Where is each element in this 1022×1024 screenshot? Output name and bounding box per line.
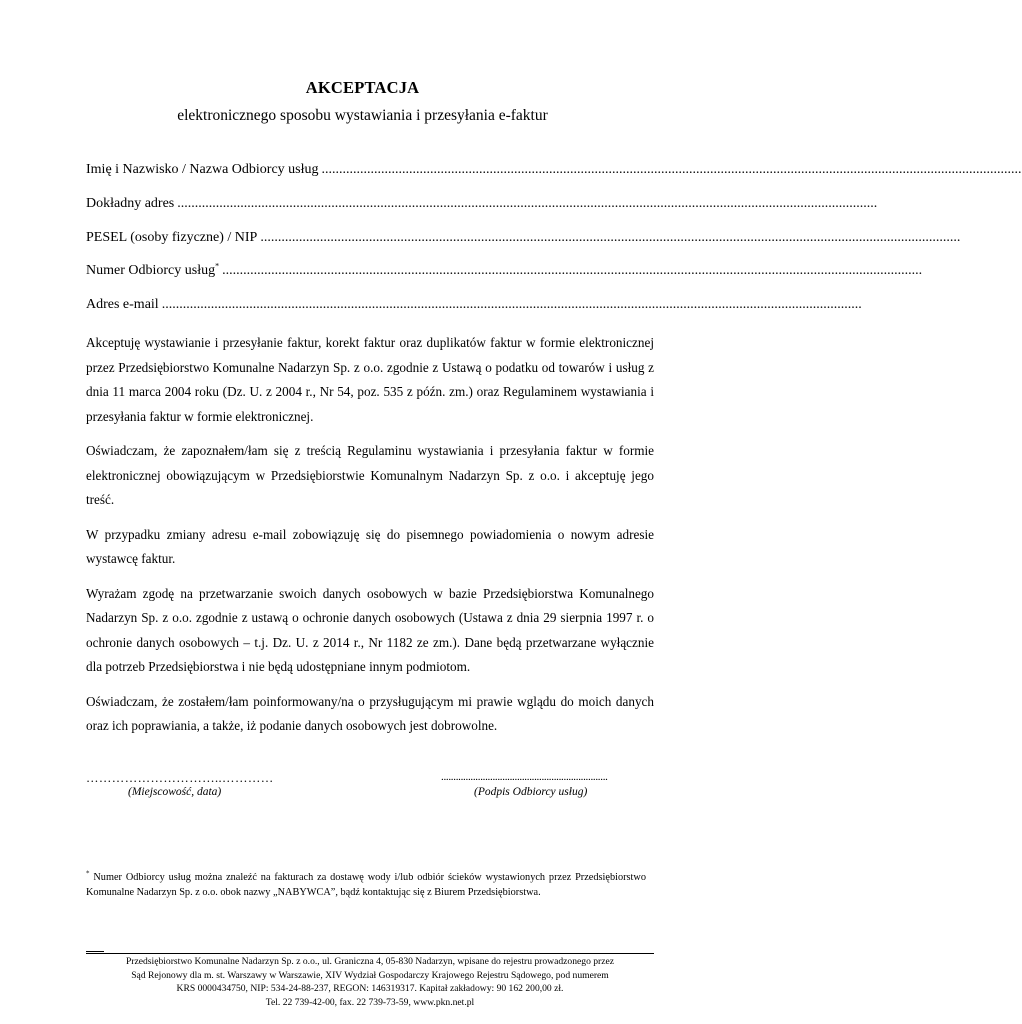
signature-line[interactable]: .................................................................... <box>441 771 608 783</box>
field-email[interactable] <box>86 297 862 313</box>
field-customer-number-dotted-line[interactable]: ........................................................................................................................................................................................................ <box>222 263 923 278</box>
document-subtitle: elektronicznego sposobu wystawiania i przesyłania e-faktur <box>177 107 548 124</box>
company-footer <box>86 955 654 1009</box>
paragraph-email-change: W przypadku zmiany adresu e-mail zobowiązuję się do pisemnego powiadomienia o nowym adresie wystawcę faktur. <box>86 526 654 566</box>
field-email-label: Adres e-mail <box>86 297 159 312</box>
paragraph-data-consent: Wyrażam zgodę na przetwarzanie swoich danych osobowych w bazie Przedsiębiorstwa Komunalnego Nadarzyn Sp. z o.o. zgodnie z ustawą o ochronie danych osobowych (Ustawa z dnia 29 sierpnia 1997 r. o ochronie danych osobowych – t.j. Dz. U. z 2014 r., Nr 1182 ze zm.). Dane będą przetwarzane wyłącznie dla potrzeb Przedsiębiorstwa i nie będą udostępniane innym podmiotom. <box>86 585 654 674</box>
footnote <box>86 870 646 900</box>
field-customer-number[interactable] <box>86 261 923 279</box>
footer-rule-accent <box>86 951 104 952</box>
document-title: AKCEPTACJA <box>305 78 420 97</box>
field-pesel-nip-dotted-line[interactable]: ........................................................................................................................................................................................................ <box>260 230 961 245</box>
field-pesel-nip[interactable] <box>86 230 961 246</box>
field-name-dotted-line[interactable]: ........................................................................................................................................................................................................ <box>321 162 1022 177</box>
place-date-line[interactable]: …………………………..………… <box>86 771 274 785</box>
paragraph-acceptance: Akceptuję wystawianie i przesyłanie faktur, korekt faktur oraz duplikatów faktur w formie elektronicznej przez Przedsiębiorstwo Komunalne Nadarzyn Sp. z o.o. zgodnie z Ustawą o podatku od towarów i usług z dnia 11 marca 2004 roku (Dz. U. z 2004 r., Nr 54, poz. 535 z późn. zm.) oraz Regulaminem wystawiania i przesyłania faktur w formie elektronicznej. <box>86 335 654 424</box>
footnote-marker: * <box>86 869 90 878</box>
footnote-text: Numer Odbiorcy usług można znaleźć na fakturach za dostawę wody i/lub odbiór ścieków wystawionych przez Przedsiębiorstwo Komunalne Nadarzyn Sp. z o.o. obok nazwy „NABYWCA”, bądź kontaktując się z Biurem Przedsiębiorstwa. <box>86 872 646 898</box>
field-email-dotted-line[interactable]: ........................................................................................................................................................................................................ <box>161 297 862 312</box>
company-footer-line: KRS 0000434750, NIP: 534-24-88-237, REGON: 146319317. Kapitał zakładowy: 90 162 200,00 zł. <box>176 983 564 994</box>
field-address-dotted-line[interactable]: ........................................................................................................................................................................................................ <box>177 196 878 211</box>
field-pesel-nip-label: PESEL (osoby fizyczne) / NIP <box>86 230 258 245</box>
field-name-label: Imię i Nazwisko / Nazwa Odbiorcy usług <box>86 162 319 177</box>
footnote-marker: * <box>215 261 220 271</box>
paragraph-regulation: Oświadczam, że zapoznałem/łam się z treścią Regulaminu wystawiania i przesyłania faktur w formie elektronicznej obowiązującym w Przedsiębiorstwie Komunalnym Nadarzyn Sp. z o.o. i akceptuję jego treść. <box>86 443 654 507</box>
declaration-body <box>86 331 654 749</box>
field-address-label: Dokładny adres <box>86 196 175 211</box>
field-address[interactable] <box>86 196 878 212</box>
place-date-caption: (Miejscowość, data) <box>128 786 222 798</box>
paragraph-data-rights: Oświadczam, że zostałem/łam poinformowany/na o przysługującym mi prawie wglądu do moich danych oraz ich poprawiania, a także, iż podanie danych osobowych jest dobrowolne. <box>86 693 654 733</box>
company-footer-line: Tel. 22 739-42-00, fax. 22 739-73-59, www.pkn.net.pl <box>265 996 475 1008</box>
field-customer-number-label: Numer Odbiorcy usług* <box>86 261 220 278</box>
company-footer-line: Sąd Rejonowy dla m. st. Warszawy w Warszawie, XIV Wydział Gospodarczy Krajowego Rejestru Sądowego, pod numerem <box>131 969 609 981</box>
field-name[interactable] <box>86 162 1022 178</box>
company-footer-line: Przedsiębiorstwo Komunalne Nadarzyn Sp. z o.o., ul. Graniczna 4, 05-830 Nadarzyn, wpisane do rejestru prowadzonego przez <box>125 956 615 967</box>
footer-rule <box>86 953 654 954</box>
signature-caption: (Podpis Odbiorcy usług) <box>474 786 588 798</box>
